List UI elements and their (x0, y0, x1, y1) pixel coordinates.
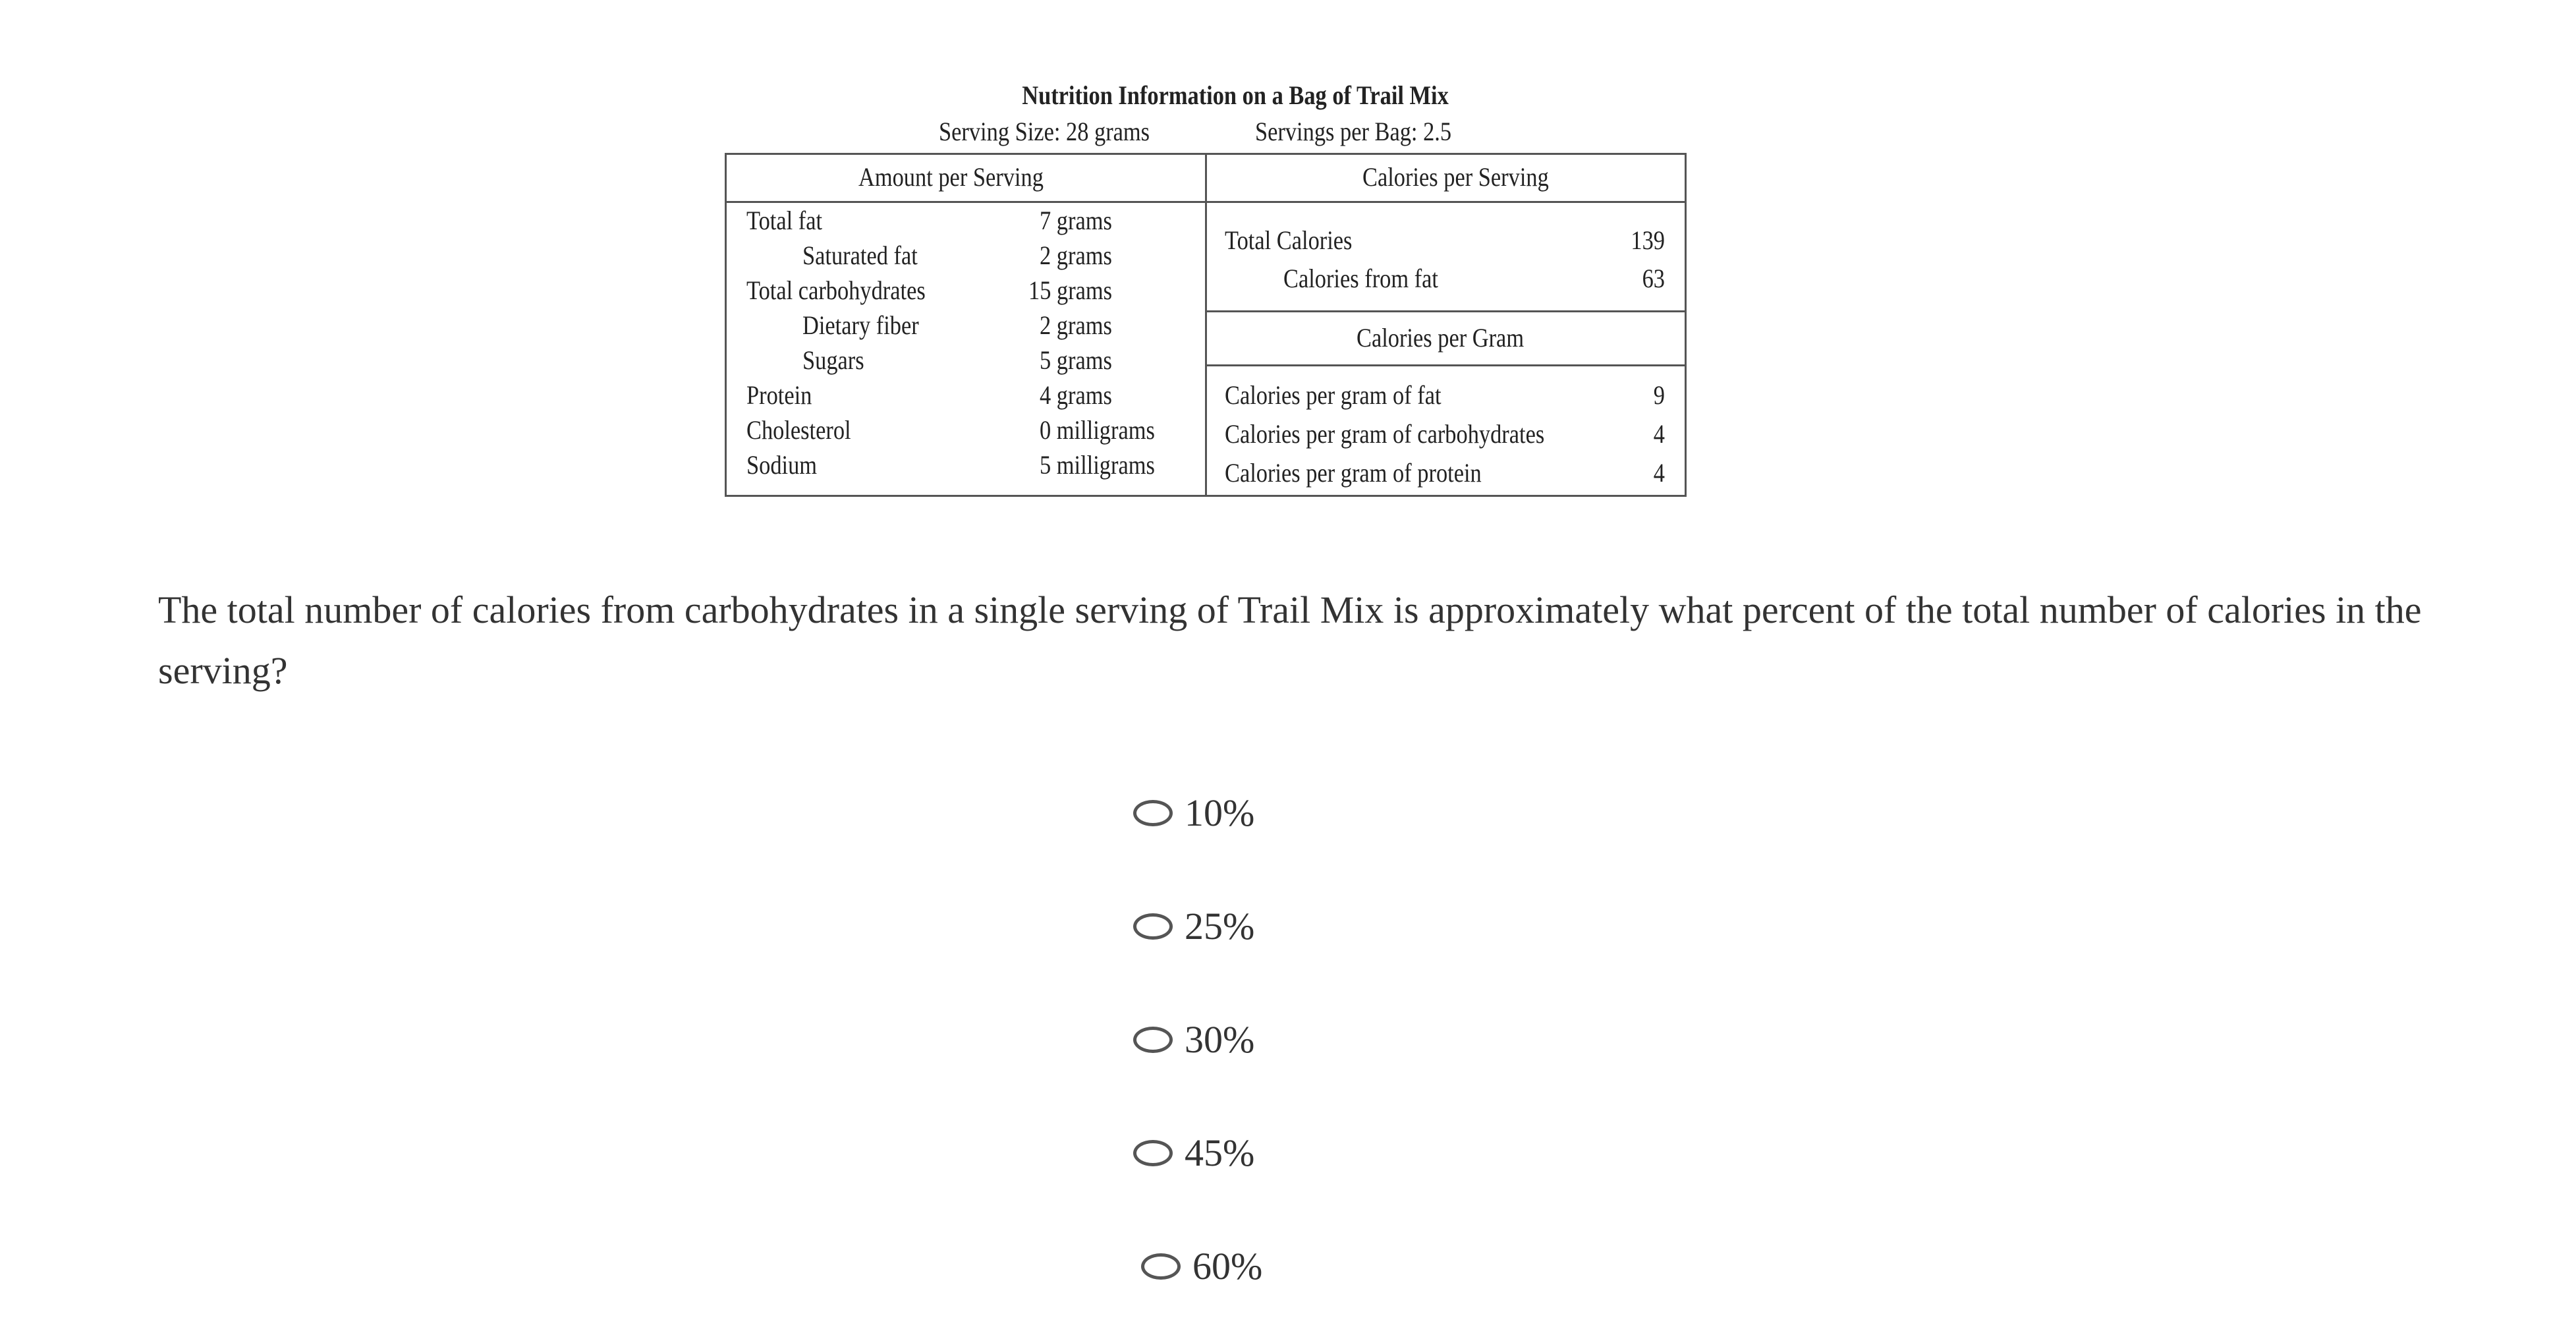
per-gram-carbs-label: Calories per gram of carbohydrates (1225, 419, 1545, 449)
choice-option[interactable] (1141, 1244, 1262, 1288)
per-gram-fat-label: Calories per gram of fat (1225, 380, 1442, 410)
nutrient-amount: 4 grams (1040, 380, 1112, 410)
servings-per-bag: Servings per Bag: 2.5 (1255, 117, 1452, 146)
header-divider (727, 201, 1685, 203)
choice-label[interactable]: 25% (1185, 905, 1255, 948)
radio-button[interactable] (1141, 1253, 1181, 1280)
nutrient-name: Saturated fat (802, 241, 918, 270)
choice-option[interactable] (1133, 904, 1254, 948)
nutrient-amount: 7 grams (1040, 206, 1112, 235)
radio-button[interactable] (1133, 1027, 1173, 1053)
nutrient-amount: 15 grams (1028, 275, 1113, 305)
radio-button[interactable] (1133, 913, 1173, 940)
nutrition-figure (725, 79, 1687, 497)
calories-per-gram-header: Calories per Gram (1357, 323, 1525, 353)
column-divider (1205, 155, 1207, 495)
per-gram-protein-label: Calories per gram of protein (1225, 458, 1482, 488)
calories-from-fat-value: 63 (1642, 264, 1665, 293)
nutrition-table (725, 153, 1687, 497)
nutrient-name: Dietary fiber (802, 310, 919, 340)
per-gram-fat-value: 9 (1653, 380, 1665, 410)
per-gram-carbs-value: 4 (1653, 419, 1665, 449)
calories-from-fat-label: Calories from fat (1283, 264, 1438, 293)
nutrient-amount: 5 grams (1040, 345, 1112, 375)
total-calories-value: 139 (1631, 225, 1665, 255)
calories-per-serving-header: Calories per Serving (1362, 162, 1549, 192)
per-gram-protein-value: 4 (1653, 458, 1665, 488)
nutrient-name: Cholesterol (746, 415, 851, 445)
calories-divider-bottom (1205, 364, 1685, 366)
choice-label[interactable]: 60% (1192, 1245, 1263, 1288)
choice-option[interactable] (1133, 791, 1254, 835)
serving-info-row (725, 112, 1687, 153)
radio-button[interactable] (1133, 800, 1173, 826)
nutrient-amount: 2 grams (1040, 310, 1112, 340)
nutrient-name: Protein (746, 380, 812, 410)
choice-label[interactable]: 30% (1185, 1018, 1255, 1061)
nutrient-name: Sodium (746, 450, 818, 480)
amount-header: Amount per Serving (858, 162, 1044, 192)
nutrient-amount: 2 grams (1040, 241, 1112, 270)
choice-option[interactable] (1133, 1017, 1254, 1062)
question-text: The total number of calories from carbohydrates in a single serving of Trail Mix is approximately what percent of the total number of calories in the serving? (158, 588, 2422, 692)
nutrient-name: Total carbohydrates (746, 275, 926, 305)
nutrient-amount: 5 milligrams (1040, 450, 1155, 480)
calories-divider-top (1205, 310, 1685, 312)
nutrient-amount: 0 milligrams (1040, 415, 1155, 445)
choice-option[interactable] (1133, 1131, 1254, 1175)
nutrient-name: Total fat (746, 206, 823, 235)
figure-title: Nutrition Information on a Bag of Trail Mix (1022, 80, 1449, 110)
total-calories-label: Total Calories (1225, 225, 1353, 255)
radio-button[interactable] (1133, 1140, 1173, 1166)
serving-size: Serving Size: 28 grams (939, 117, 1150, 146)
choice-label[interactable]: 45% (1185, 1131, 1255, 1174)
choice-label[interactable]: 10% (1185, 791, 1255, 834)
nutrient-name: Sugars (802, 345, 864, 375)
